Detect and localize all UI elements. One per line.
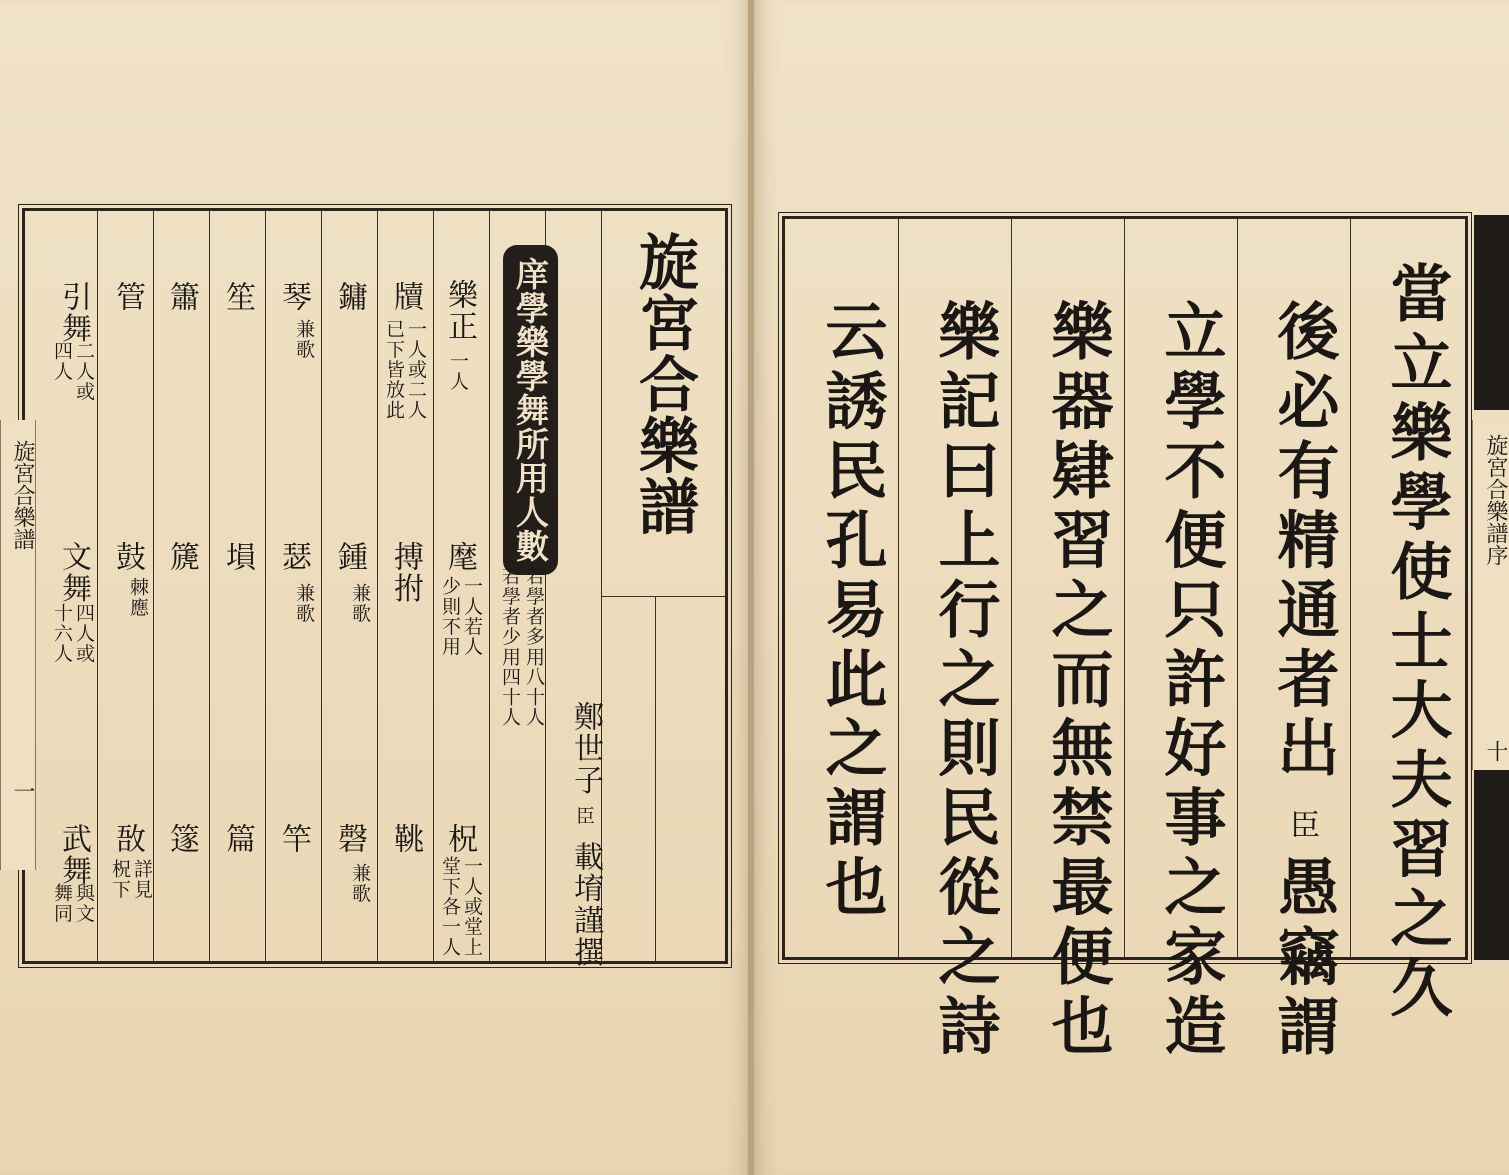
entry-note: 二人或 (73, 341, 95, 402)
entry-guan: 管 (110, 281, 145, 313)
author-name: 鄭世子 (568, 701, 603, 797)
entry-qing: 磬 (332, 823, 367, 855)
entry-note: 柷下 (109, 859, 131, 900)
column-rule (265, 211, 266, 961)
entry-note: 少則不用 (439, 576, 461, 657)
entry-pian: 篇 (220, 823, 255, 855)
entry-note: 兼歌 (293, 583, 315, 624)
entry-yinwu: 引舞 (56, 281, 91, 345)
column-rule (433, 211, 434, 961)
entry-note: 一人或堂上 (461, 856, 483, 957)
preface-line-6: 云誘民孔易此之謂也 (815, 299, 888, 924)
preface-line-3: 立學不便只許好事之家造 (1154, 299, 1227, 1063)
entry-note: 一人若人 (461, 576, 483, 657)
entry-zhu: 柷 (442, 823, 477, 855)
entry-sheng: 笙 (220, 281, 255, 313)
entry-gu: 鼓 (110, 541, 145, 573)
title-rule (601, 596, 725, 597)
entry-note: 與文 (73, 883, 95, 924)
entry-note: 十六人 (51, 603, 73, 664)
entry-note: 已下皆放此 (383, 319, 405, 420)
page-number: 一 (10, 780, 35, 802)
entry-note: 一人或二人 (405, 319, 427, 420)
entry-hui: 麾 (442, 541, 477, 573)
page-fold-strip (1472, 420, 1509, 770)
preface-official-title: 臣 (1284, 809, 1319, 841)
column-rule (489, 211, 490, 961)
spine-block (1474, 770, 1509, 960)
author-title: 臣 (573, 806, 595, 827)
column-rule (1124, 219, 1125, 957)
entry-note: 兼歌 (293, 319, 315, 360)
page-fold-strip (0, 420, 36, 870)
entry-se: 瑟 (276, 541, 311, 573)
page-number: 十 (1483, 740, 1508, 762)
entry-note: 舞同 (51, 883, 73, 924)
entry-yong: 鏞 (332, 281, 367, 313)
entry-tao: 鞉 (388, 823, 423, 855)
left-page (0, 0, 750, 1175)
section-note: 若學者少用四十人 (499, 566, 521, 728)
entry-note: 詳見 (131, 859, 153, 900)
entry-note: 四人 (51, 341, 73, 382)
entry-note: 四人或 (73, 603, 95, 664)
column-rule (655, 596, 656, 961)
preface-line-4: 樂器肄習之而無禁最便也 (1041, 299, 1114, 1063)
entry-yuezheng: 樂正 (442, 279, 477, 343)
entry-wuwu: 武舞 (56, 823, 91, 887)
entry-du: 牘 (388, 281, 423, 313)
left-page-frame (22, 208, 728, 969)
entry-note: 兼歌 (349, 863, 371, 904)
column-rule (1350, 219, 1351, 957)
column-rule (97, 211, 98, 961)
entry-bofu: 搏拊 (388, 541, 423, 605)
entry-di: 篴 (164, 823, 199, 855)
entry-chi: 篪 (164, 541, 199, 573)
column-rule (377, 211, 378, 961)
entry-note: 堂下各一人 (439, 856, 461, 957)
entry-xiao: 簫 (164, 281, 199, 313)
entry-xun: 塤 (220, 541, 255, 573)
entry-qin: 琴 (276, 281, 311, 313)
preface-line-1: 當立樂學使士大夫習之久 (1380, 261, 1453, 1025)
entry-note: 棘應 (127, 577, 149, 618)
column-rule (1237, 219, 1238, 957)
section-title-box: 庠學樂學舞所用人數 (503, 245, 558, 575)
column-rule (1011, 219, 1012, 957)
entry-note: 兼歌 (349, 583, 371, 624)
fold-title: 旋宮合樂譜 (10, 440, 35, 550)
spine-block (1474, 215, 1509, 410)
right-page-frame (782, 216, 1468, 1064)
entry-zhong: 鍾 (332, 541, 367, 573)
preface-line-2b: 愚竊謂 (1267, 855, 1340, 1064)
column-rule (209, 211, 210, 961)
entry-yu: 竿 (276, 823, 311, 855)
entry-wu: 敔 (110, 823, 145, 855)
entry-wenwu: 文舞 (56, 541, 91, 605)
column-rule (321, 211, 322, 961)
column-rule (898, 219, 899, 957)
column-rule (153, 211, 154, 961)
entry-note: 一人 (447, 351, 469, 392)
preface-line-2: 後必有精通者出 (1267, 299, 1340, 786)
right-page (754, 0, 1509, 1175)
section-note: 若學者多用八十人 (523, 566, 545, 728)
book-title: 旋宮合樂譜 (629, 231, 699, 537)
fold-title: 旋宮合樂譜序 (1483, 434, 1508, 566)
preface-line-5: 樂記曰上行之則民從之詩 (928, 299, 1001, 1063)
author-name-2: 載堉謹撰 (568, 841, 603, 969)
